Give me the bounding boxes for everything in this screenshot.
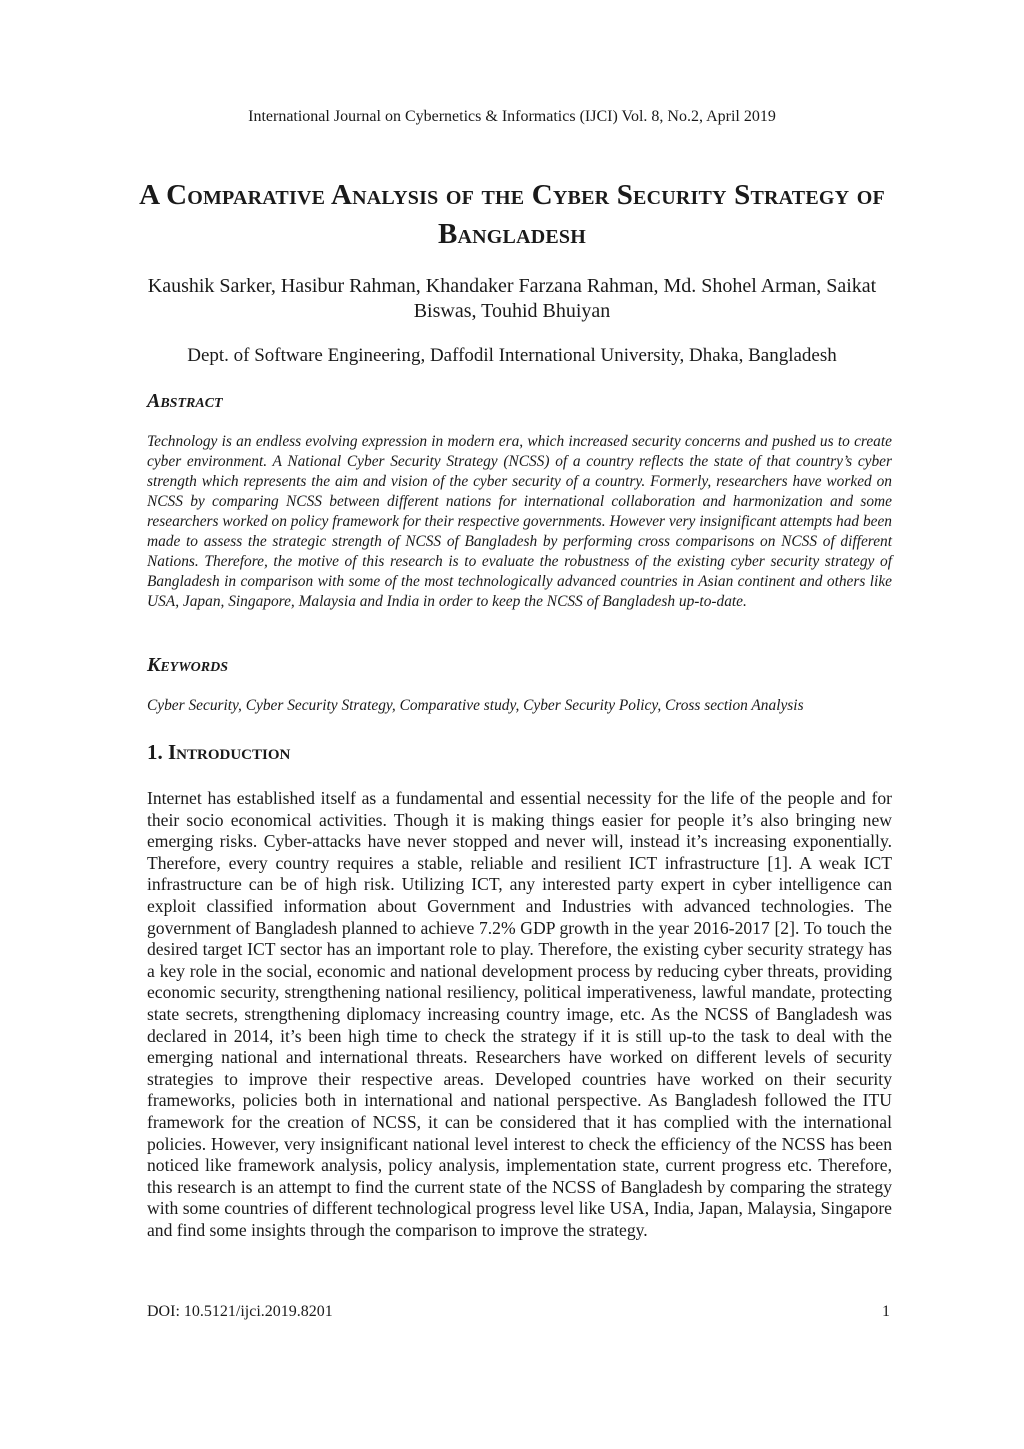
author-list: Kaushik Sarker, Hasibur Rahman, Khandaker Farzana Rahman, Md. Shohel Arman, Saikat Biswas, Touhid Bhuiyan <box>147 275 877 322</box>
keywords-text: Cyber Security, Cyber Security Strategy, Comparative study, Cyber Security Policy, Cross section Analysis <box>147 697 804 714</box>
journal-header: International Journal on Cybernetics & Informatics (IJCI) Vol. 8, No.2, April 2019 <box>248 108 776 125</box>
introduction-text: Internet has established itself as a fundamental and essential necessity for the life of the people and for their socio economical activities. Though it is making things easier for people it’s also bringing new emerging risks. Cyber-attacks have never stopped and never will, instead it’s increasing exponentially. Therefore, every country requires a stable, reliable and resilient ICT infrastructure [1]. A weak ICT infrastructure can be of high risk. Utilizing ICT, any interested party expert in cyber intelligence can exploit classified information about Government and Industries with advanced technologies. The government of Bangladesh planned to achieve 7.2% GDP growth in the year 2016-2017 [2]. To touch the desired target ICT sector has an important role to play. Therefore, the existing cyber security strategy has a key role in the social, economic and national development process by reducing cyber threats, providing economic security, strengthening national resiliency, political imperativeness, lawful mandate, protecting state secrets, strengthening diplomacy increasing country image, etc. As the NCSS of Bangladesh was declared in 2014, it’s been high time to check the strategy if it is still up-to the task to deal with the emerging national and international threats. Researchers have worked on different levels of security strategies to improve their respective areas. Developed countries have worked on their security frameworks, policies both in international and national perspective. As Bangladesh followed the ITU framework for the creation of NCSS, it can be considered that it has complied with the international policies. However, very insignificant national level interest to check the efficiency of the NCSS has been noticed like framework analysis, policy analysis, implementation state, current progress etc. Therefore, this research is an attempt to find the current state of the NCSS of Bangladesh by comparing the strategy with some countries of different technological progress level like USA, India, Japan, Malaysia, Singapore and find some insights through the comparison to improve the strategy. <box>147 788 892 1240</box>
abstract-heading: Abstract <box>147 390 223 412</box>
paper-title: A Comparative Analysis of the Cyber Security Strategy of Bangladesh <box>139 179 885 250</box>
keywords-heading: Keywords <box>147 654 229 676</box>
introduction-heading: 1. Introduction <box>147 740 291 764</box>
abstract-text: Technology is an endless evolving expression in modern era, which increased security concerns and pushed us to create cyber environment. A National Cyber Security Strategy (NCSS) of a country reflects the state of that country’s cyber strength which represents the aim and vision of the cyber security of a country. Formerly, researchers have worked on NCSS by comparing NCSS between different nations for international collaboration and harmonization and some researchers worked on policy framework for their respective governments. However very insignificant attempts had been made to assess the strategic strength of NCSS of Bangladesh by performing cross comparisons on NCSS of different Nations. Therefore, the motive of this research is to evaluate the robustness of the existing cyber security strategy of Bangladesh in comparison with some of the most technologically advanced countries in Asian continent and others like USA, Japan, Singapore, Malaysia and India in order to keep the NCSS of Bangladesh up-to-date. <box>147 433 892 610</box>
doi-footer: DOI: 10.5121/ijci.2019.8201 <box>147 1303 333 1320</box>
page-number: 1 <box>882 1303 890 1320</box>
author-affiliation: Dept. of Software Engineering, Daffodil International University, Dhaka, Bangladesh <box>187 345 837 366</box>
